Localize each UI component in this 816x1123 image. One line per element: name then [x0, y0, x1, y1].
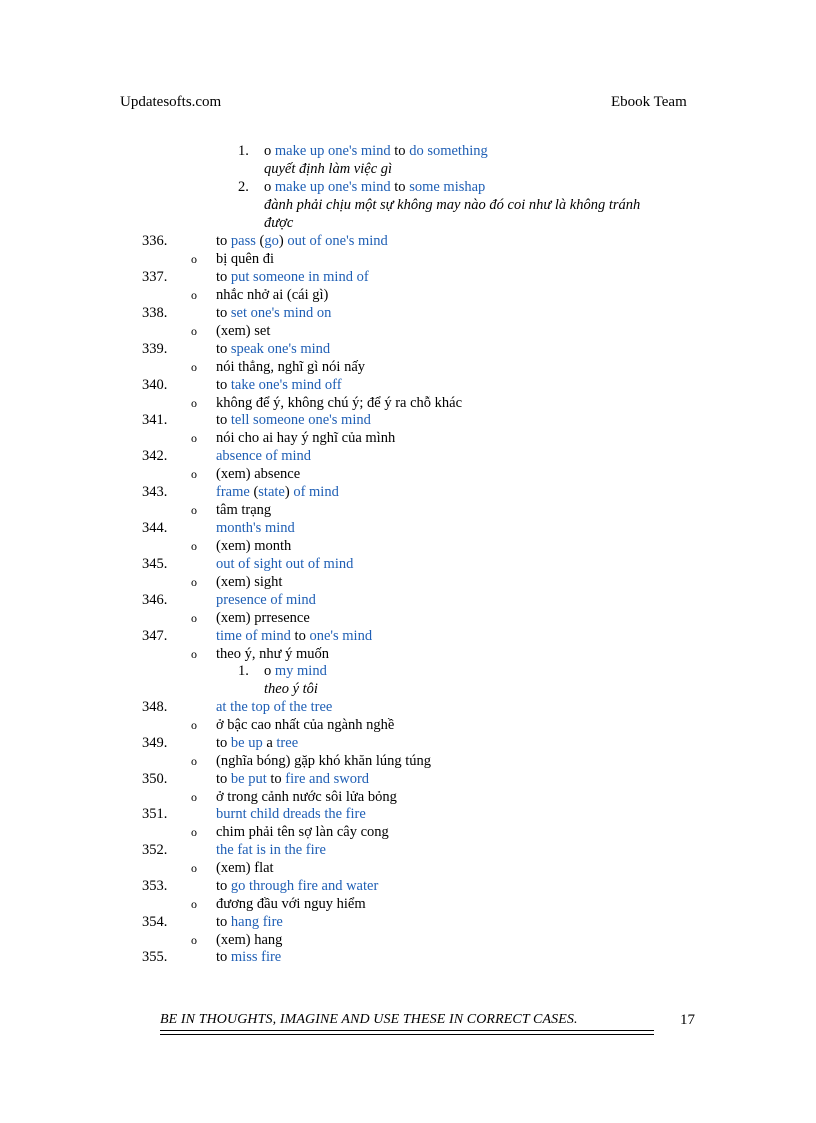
entry-definition: nói thẳng, nghĩ gì nói nấy — [216, 359, 366, 375]
sub-meaning: quyết định làm việc gì — [264, 161, 393, 177]
entry-phrase: to miss fire — [216, 949, 282, 965]
phrase-link[interactable]: make up one's mind — [274, 143, 391, 159]
entry-phrase — [216, 841, 326, 859]
phrase-link[interactable]: tree — [276, 735, 299, 751]
phrase-link[interactable]: speak one's mind — [230, 341, 331, 357]
entry-phrase: to be put to fire and sword — [216, 771, 370, 787]
page-number: 17 — [680, 1012, 695, 1028]
entry-definition: (xem) prresence — [216, 610, 310, 626]
bullet-icon: o — [191, 252, 197, 266]
bullet-icon: o — [191, 503, 197, 517]
entry-number: 337. — [142, 269, 168, 285]
entry-phrase — [216, 591, 316, 609]
entry-phrase: to go through fire and water — [216, 878, 379, 894]
entry-definition: không để ý, không chú ý; để ý ra chỗ khác — [216, 395, 463, 411]
entry-number: 349. — [142, 735, 168, 751]
phrase-link[interactable]: pass — [230, 233, 256, 249]
entry-number: 338. — [142, 305, 168, 321]
bullet-icon: o — [191, 825, 197, 839]
sub-entry: o make up one's mind to do something — [264, 143, 488, 159]
entry-definition: ở trong cảnh nước sôi lửa bỏng — [216, 789, 397, 805]
entry-phrase — [216, 698, 332, 716]
entry-number: 352. — [142, 842, 168, 858]
phrase-link[interactable]: month's mind — [216, 520, 295, 536]
phrase-link[interactable]: set one's mind on — [230, 305, 332, 321]
phrase-link[interactable]: do something — [409, 143, 488, 159]
entry-phrase: to speak one's mind — [216, 341, 331, 357]
phrase-link[interactable]: out of one's mind — [287, 233, 388, 249]
bullet-icon: o — [191, 324, 197, 338]
phrase-link[interactable]: burnt child dreads the fire — [216, 806, 366, 822]
entry-phrase: to be up a tree — [216, 735, 299, 751]
entry-definition: bị quên đi — [216, 251, 274, 267]
phrase-link[interactable]: miss fire — [230, 949, 282, 965]
bullet-icon: o — [191, 861, 197, 875]
entry-number: 341. — [142, 412, 168, 428]
entry-phrase: to pass (go) out of one's mind — [216, 233, 388, 249]
bullet-icon: o — [191, 539, 197, 553]
phrase-link[interactable]: state — [258, 484, 285, 500]
entry-phrase — [216, 519, 295, 537]
entry-phrase — [216, 447, 311, 465]
bullet-icon: o — [191, 897, 197, 911]
entry-number: 339. — [142, 341, 168, 357]
entry-number: 343. — [142, 484, 168, 500]
phrase-link[interactable]: my mind — [274, 663, 327, 679]
entry-definition: tâm trạng — [216, 502, 272, 518]
entry-phrase: to tell someone one's mind — [216, 412, 371, 428]
sub-meaning: theo ý tôi — [264, 681, 318, 697]
entry-definition: (xem) hang — [216, 932, 283, 948]
sub-number: 1. — [238, 143, 249, 159]
phrase-link[interactable]: tell someone one's mind — [230, 412, 371, 428]
entry-number: 345. — [142, 556, 168, 572]
phrase-link[interactable]: one's mind — [309, 628, 373, 644]
bullet-icon: o — [191, 754, 197, 768]
phrase-link[interactable]: go through fire and water — [230, 878, 379, 894]
entry-number: 350. — [142, 771, 168, 787]
footer-motto: BE IN THOUGHTS, IMAGINE AND USE THESE IN CORRECT CASES. — [160, 1012, 578, 1027]
footer-rule — [160, 1030, 654, 1031]
bullet-icon: o — [191, 611, 197, 625]
entry-number: 351. — [142, 806, 168, 822]
phrase-link[interactable]: of mind — [293, 484, 339, 500]
entry-definition: (xem) set — [216, 323, 271, 339]
bullet-icon: o — [191, 431, 197, 445]
entry-phrase: to set one's mind on — [216, 305, 332, 321]
entry-number: 353. — [142, 878, 168, 894]
phrase-link[interactable]: go — [264, 233, 279, 249]
entry-definition: ở bậc cao nhất của ngành nghề — [216, 717, 395, 733]
bullet-icon: o — [191, 467, 197, 481]
header-team-name: Ebook Team — [611, 94, 687, 110]
phrase-link[interactable]: time of mind — [216, 628, 291, 644]
bullet-icon: o — [191, 790, 197, 804]
phrase-link[interactable]: presence of mind — [216, 592, 316, 608]
entry-phrase: to put someone in mind of — [216, 269, 369, 285]
entry-definition: (xem) month — [216, 538, 292, 554]
entry-phrase: frame (state) of mind — [216, 484, 339, 500]
bullet-icon: o — [191, 718, 197, 732]
header-site-name: Updatesofts.com — [120, 94, 222, 110]
phrase-link[interactable]: at the top of the tree — [216, 699, 333, 715]
entry-definition: (xem) sight — [216, 574, 283, 590]
entry-definition: đương đầu với nguy hiểm — [216, 896, 366, 912]
entry-phrase — [216, 805, 366, 823]
entry-phrase: to hang fire — [216, 914, 283, 930]
entry-phrase — [216, 555, 353, 573]
phrase-link[interactable]: make up one's mind — [274, 179, 391, 195]
entry-number: 347. — [142, 628, 168, 644]
entry-definition: (xem) absence — [216, 466, 301, 482]
entry-definition: (nghĩa bóng) gặp khó khăn lúng túng — [216, 753, 432, 769]
phrase-link[interactable]: absence of mind — [216, 448, 312, 464]
entry-number: 342. — [142, 448, 168, 464]
bullet-icon: o — [191, 396, 197, 410]
entry-number: 355. — [142, 949, 168, 965]
bullet-icon: o — [191, 360, 197, 374]
phrase-link[interactable]: be put — [230, 771, 267, 787]
bullet-icon: o — [191, 288, 197, 302]
sub-number: 1. — [238, 663, 249, 679]
entry-number: 354. — [142, 914, 168, 930]
phrase-link[interactable]: be up — [230, 735, 263, 751]
footer-rule — [160, 1034, 654, 1035]
phrase-link[interactable]: put someone in mind of — [230, 269, 369, 285]
bullet-icon: o — [191, 647, 197, 661]
bullet-icon: o — [191, 575, 197, 589]
entry-definition: nói cho ai hay ý nghĩ của mình — [216, 430, 396, 446]
entry-phrase: to take one's mind off — [216, 377, 342, 393]
sub-entry: o my mind — [264, 663, 327, 679]
entry-definition: chim phải tên sợ làn cây cong — [216, 824, 389, 840]
phrase-link[interactable]: out of sight out of mind — [216, 556, 354, 572]
sub-meaning: đành phải chịu một sự không may nào đó coi như là không tránh — [264, 197, 641, 213]
entry-definition: nhắc nhở ai (cái gì) — [216, 287, 329, 303]
sub-entry: o make up one's mind to some mishap — [264, 179, 486, 195]
phrase-link[interactable]: hang fire — [230, 914, 283, 930]
entry-definition: (xem) flat — [216, 860, 274, 876]
bullet-icon: o — [191, 933, 197, 947]
entry-phrase: time of mind to one's mind — [216, 628, 373, 644]
entry-number: 344. — [142, 520, 168, 536]
entry-number: 336. — [142, 233, 168, 249]
entry-number: 340. — [142, 377, 168, 393]
entry-number: 346. — [142, 592, 168, 608]
entry-definition: theo ý, như ý muốn — [216, 646, 329, 662]
phrase-link[interactable]: frame — [216, 484, 250, 500]
entry-number: 348. — [142, 699, 168, 715]
phrase-link[interactable]: the fat is in the fire — [216, 842, 326, 858]
phrase-link[interactable]: take one's mind off — [230, 377, 342, 393]
phrase-link[interactable]: some mishap — [409, 179, 486, 195]
phrase-link[interactable]: fire and sword — [285, 771, 370, 787]
sub-number: 2. — [238, 179, 249, 195]
sub-meaning: được — [264, 215, 294, 231]
